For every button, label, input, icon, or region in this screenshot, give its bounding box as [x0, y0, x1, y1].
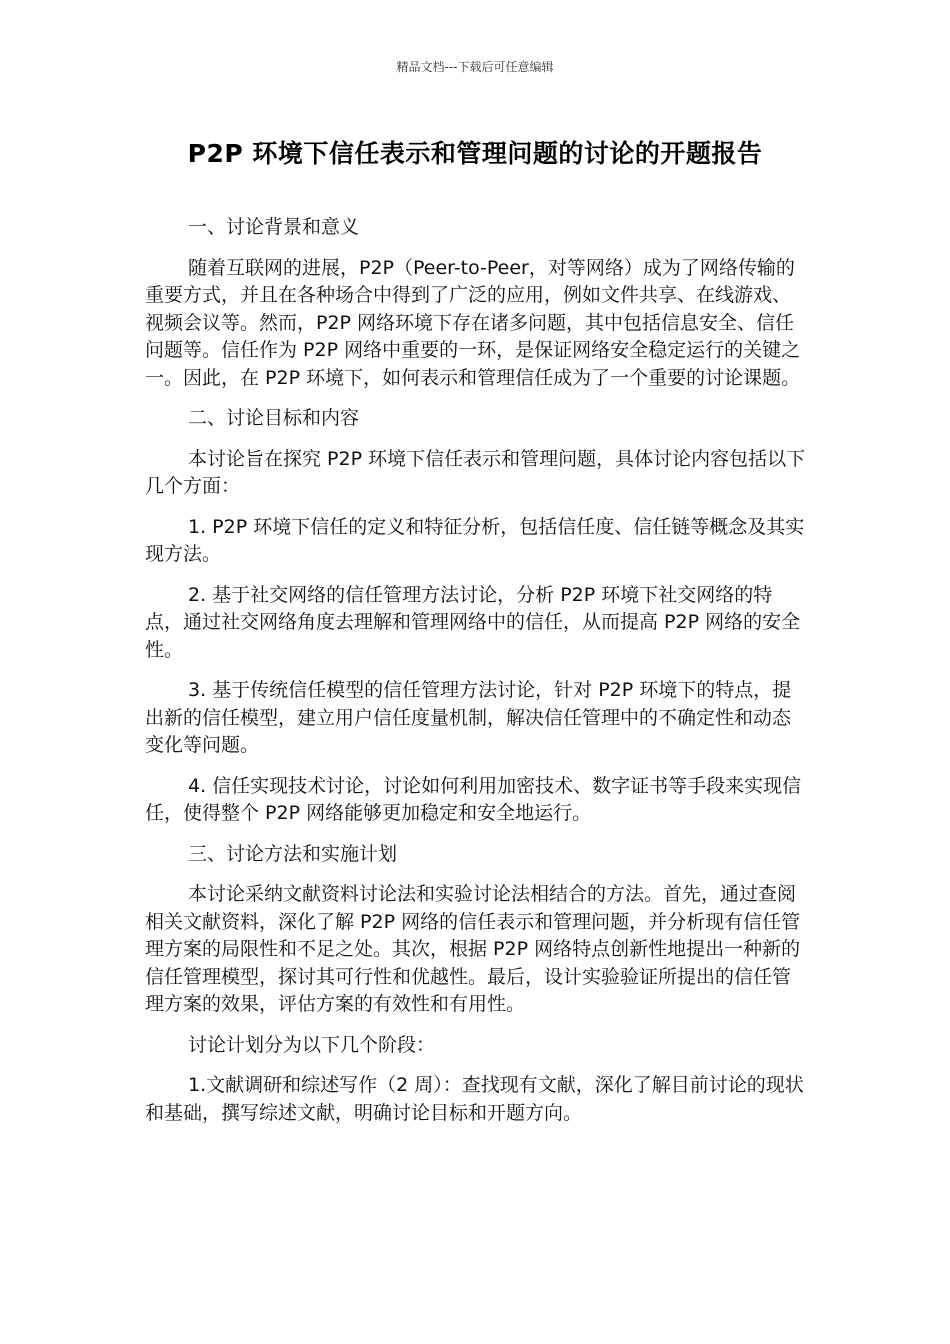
document-body: [145, 214, 809, 1140]
document-title: P2P 环境下信任表示和管理问题的讨论的开题报告: [187, 139, 763, 168]
section-heading-goals: 二、讨论目标和内容: [188, 407, 360, 429]
paragraph-goals-intro: 本讨论旨在探究 P2P 环境下信任表示和管理问题，具体讨论内容包括以下几个方面：: [145, 447, 806, 497]
paragraph-plan-intro: 讨论计划分为以下几个阶段：: [188, 1033, 436, 1056]
paragraph-methods: 本讨论采纳文献资料讨论法和实验讨论法相结合的方法。首先，通过查阅相关文献资料，深化了解 P2P 网络的信任表示和管理问题，并分析现有信任管理方案的局限性和不足之处。其次，根据 P2P 网络特点创新性地提出一种新的信任管理模型，探讨其可行性和优越性。最后，设计实验验证所提出的信任管理方案的效果，评估方案的有效性和有用性。: [145, 883, 801, 1015]
paragraph-background: 随着互联网的进展，P2P（Peer-to-Peer，对等网络）成为了网络传输的重要方式，并且在各种场合中得到了广泛的应用，例如文件共享、在线游戏、视频会议等。然而，P2P 网络环境下存在诸多问题，其中包括信息安全、信任问题等。信任作为 P2P 网络中重要的一环，是保证网络安全稳定运行的关键之一。因此，在 P2P 环境下，如何表示和管理信任成为了一个重要的讨论课题。: [145, 256, 801, 389]
section-heading-methods: 三、讨论方法和实施计划: [188, 842, 398, 865]
list-item-goal-4: 4. 信任实现技术讨论，讨论如何利用加密技术、数字证书等手段来实现信任，使得整个 P2P 网络能够更加稳定和安全地运行。: [145, 774, 802, 824]
list-item-goal-1: 1. P2P 环境下信任的定义和特征分析，包括信任度、信任链等概念及其实现方法。: [145, 515, 805, 565]
header-note: 精品文档---下载后可任意编辑: [396, 60, 554, 74]
section-heading-background: 一、讨论背景和意义: [188, 216, 360, 238]
list-item-goal-2: 2. 基于社交网络的信任管理方法讨论，分析 P2P 环境下社交网络的特点，通过社交网络角度去理解和管理网络中的信任，从而提高 P2P 网络的安全性。: [145, 583, 801, 661]
list-item-plan-1: 1.文献调研和综述写作（2 周）：查找现有文献，深化了解目前讨论的现状和基础，撰写综述文献，明确讨论目标和开题方向。: [145, 1074, 804, 1124]
list-item-goal-3: 3. 基于传统信任模型的信任管理方法讨论，针对 P2P 环境下的特点，提出新的信任模型，建立用户信任度量机制，解决信任管理中的不确定性和动态变化等问题。: [145, 679, 792, 756]
